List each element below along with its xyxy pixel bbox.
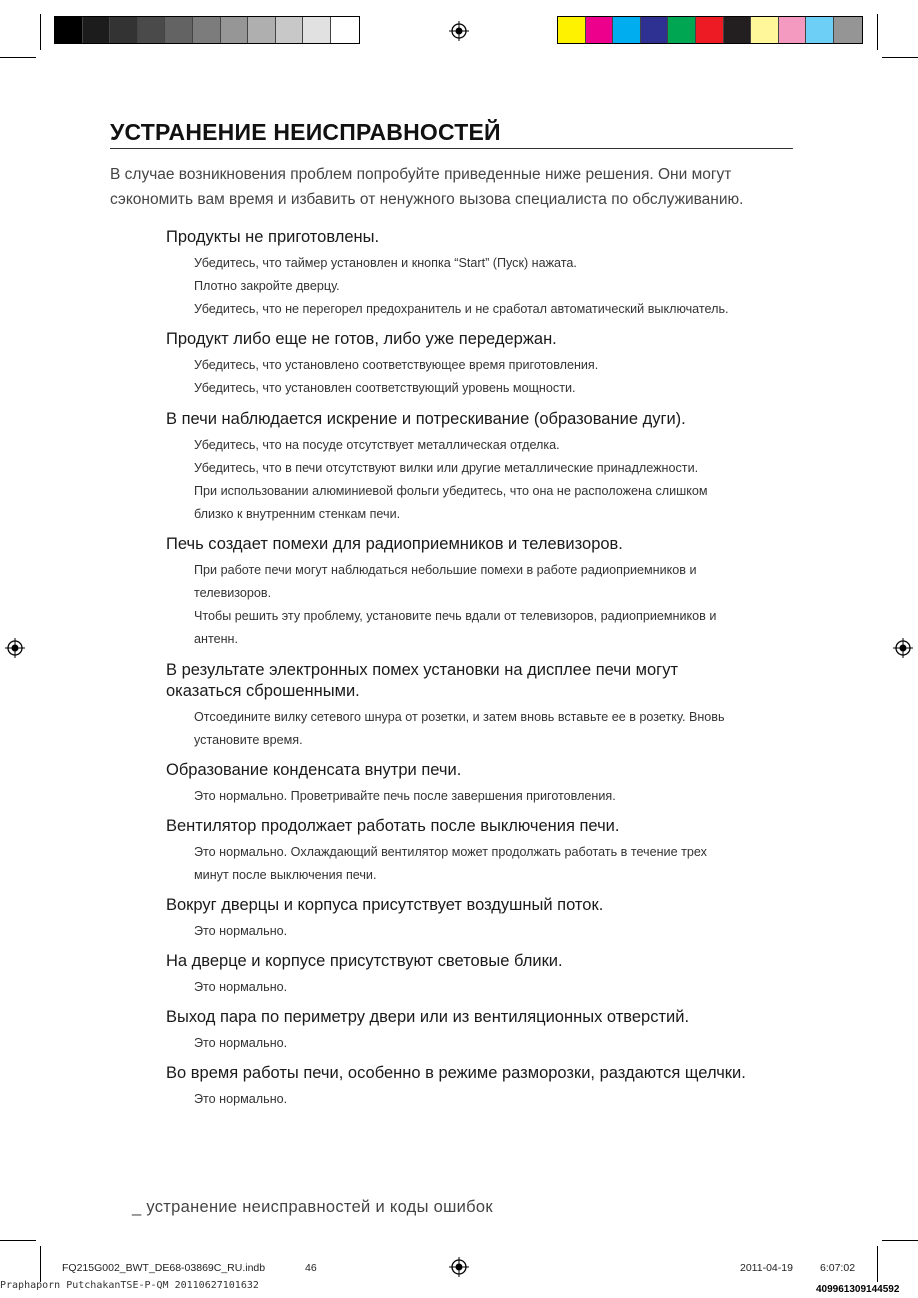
print-time: 6:07:02 xyxy=(820,1262,856,1274)
solution-line: При использовании алюминиевой фольги убедитесь, что она не расположена слишком xyxy=(194,484,708,498)
color-swatch xyxy=(276,17,304,43)
solution-line: Это нормально. xyxy=(194,1092,288,1106)
crop-mark-bottom-right xyxy=(877,1246,878,1282)
problem-heading: оказаться сброшенными. xyxy=(166,682,360,700)
crop-mark-bottom-right-h xyxy=(882,1240,918,1241)
solution-list xyxy=(194,841,806,887)
troubleshooting-item xyxy=(166,660,806,752)
intro-paragraph xyxy=(110,162,800,212)
troubleshooting-item xyxy=(166,816,806,887)
color-swatch xyxy=(558,17,586,43)
problem-heading: Продукты не приготовлены. xyxy=(166,228,380,246)
solution-line: Чтобы решить эту проблему, установите печь вдали от телевизоров, радиоприемников и xyxy=(194,609,717,623)
color-swatch xyxy=(834,17,862,43)
troubleshooting-list xyxy=(166,227,806,1111)
solution-list xyxy=(194,785,806,808)
color-swatch xyxy=(55,17,83,43)
solution-list xyxy=(194,252,806,321)
problem-heading: В печи наблюдается искрение и потрескивание (образование дуги). xyxy=(166,410,686,428)
grayscale-color-bar xyxy=(54,16,360,44)
solution-line: Это нормально. xyxy=(194,924,288,938)
crop-mark-top-left xyxy=(40,14,41,50)
solution-line: минут после выключения печи. xyxy=(194,868,377,882)
troubleshooting-item xyxy=(166,1063,806,1111)
intro-line: В случае возникновения проблем попробуйте приведенные ниже решения. Они могут xyxy=(110,166,732,183)
registration-mark-icon xyxy=(893,638,913,658)
solution-line: Это нормально. xyxy=(194,980,288,994)
solution-line: близко к внутренним стенкам печи. xyxy=(194,507,401,521)
color-swatch xyxy=(751,17,779,43)
troubleshooting-item xyxy=(166,1007,806,1055)
file-name: FQ215G002_BWT_DE68-03869C_RU.indb xyxy=(62,1262,266,1274)
solution-list xyxy=(194,976,806,999)
problem-heading: Вентилятор продолжает работать после выключения печи. xyxy=(166,817,620,835)
solution-line: Убедитесь, что не перегорел предохранитель и не сработал автоматический выключатель. xyxy=(194,302,729,316)
color-swatch xyxy=(613,17,641,43)
registration-mark-icon xyxy=(449,1257,469,1277)
color-swatch xyxy=(248,17,276,43)
troubleshooting-item xyxy=(166,409,806,526)
crop-mark-top-right-h xyxy=(882,57,918,58)
barcode-number: 409961309144592 xyxy=(816,1284,900,1295)
color-swatch xyxy=(221,17,249,43)
page-number: 46 xyxy=(305,1262,317,1274)
crop-mark-bottom-left xyxy=(40,1246,41,1282)
solution-list xyxy=(194,1032,806,1055)
page-title: УСТРАНЕНИЕ НЕИСПРАВНОСТЕЙ xyxy=(110,119,501,145)
print-date: 2011-04-19 xyxy=(740,1262,793,1274)
color-swatch xyxy=(165,17,193,43)
problem-heading: В результате электронных помех установки на дисплее печи могут xyxy=(166,661,679,679)
registration-mark-icon xyxy=(449,21,469,41)
solution-line: Убедитесь, что таймер установлен и кнопка “Start” (Пуск) нажата. xyxy=(194,256,577,270)
problem-heading: На дверце и корпусе присутствуют световые блики. xyxy=(166,952,563,970)
color-swatch xyxy=(331,17,359,43)
color-swatch xyxy=(83,17,111,43)
troubleshooting-item xyxy=(166,951,806,999)
color-swatch xyxy=(193,17,221,43)
process-color-bar xyxy=(557,16,863,44)
solution-list xyxy=(194,434,806,526)
problem-heading: Печь создает помехи для радиоприемников и телевизоров. xyxy=(166,535,623,553)
color-swatch xyxy=(110,17,138,43)
title-divider xyxy=(110,148,793,149)
solution-line: Это нормально. Охлаждающий вентилятор может продолжать работать в течение трех xyxy=(194,845,707,859)
color-swatch xyxy=(303,17,331,43)
solution-line: установите время. xyxy=(194,733,303,747)
solution-list xyxy=(194,354,806,400)
solution-list xyxy=(194,1088,806,1111)
color-swatch xyxy=(138,17,166,43)
trace-line: Praphaporn PutchakanTSE-P-QM 20110627101632 xyxy=(0,1280,259,1291)
solution-line: Отсоедините вилку сетевого шнура от розетки, и затем вновь вставьте ее в розетку. Вновь xyxy=(194,710,725,724)
solution-line: Убедитесь, что установлен соответствующий уровень мощности. xyxy=(194,381,576,395)
solution-line: телевизоров. xyxy=(194,586,272,600)
troubleshooting-item xyxy=(166,329,806,400)
intro-line: сэкономить вам время и избавить от ненужного вызова специалиста по обслуживанию. xyxy=(110,191,744,208)
solution-line: Плотно закройте дверцу. xyxy=(194,279,340,293)
solution-line: антенн. xyxy=(194,632,238,646)
problem-heading: Во время работы печи, особенно в режиме разморозки, раздаются щелчки. xyxy=(166,1064,746,1082)
crop-mark-top-left-h xyxy=(0,57,36,58)
problem-heading: Продукт либо еще не готов, либо уже передержан. xyxy=(166,330,557,348)
solution-line: Это нормально. Проветривайте печь после завершения приготовления. xyxy=(194,789,616,803)
solution-list xyxy=(194,706,806,752)
color-swatch xyxy=(668,17,696,43)
troubleshooting-item xyxy=(166,534,806,651)
solution-line: При работе печи могут наблюдаться небольшие помехи в работе радиоприемников и xyxy=(194,563,697,577)
crop-mark-bottom-left-h xyxy=(0,1240,36,1241)
solution-list xyxy=(194,559,806,651)
solution-line: Это нормально. xyxy=(194,1036,288,1050)
footer-page-title: _ устранение неисправностей и коды ошибок xyxy=(132,1198,493,1216)
troubleshooting-item xyxy=(166,760,806,808)
color-swatch xyxy=(696,17,724,43)
solution-line: Убедитесь, что на посуде отсутствует металлическая отделка. xyxy=(194,438,560,452)
problem-heading: Вокруг дверцы и корпуса присутствует воздушный поток. xyxy=(166,896,604,914)
solution-list xyxy=(194,920,806,943)
registration-mark-icon xyxy=(5,638,25,658)
color-swatch xyxy=(779,17,807,43)
color-swatch xyxy=(641,17,669,43)
crop-mark-top-right xyxy=(877,14,878,50)
color-swatch xyxy=(724,17,752,43)
problem-heading: Выход пара по периметру двери или из вентиляционных отверстий. xyxy=(166,1008,690,1026)
solution-line: Убедитесь, что установлено соответствующее время приготовления. xyxy=(194,358,599,372)
troubleshooting-item xyxy=(166,895,806,943)
color-swatch xyxy=(586,17,614,43)
troubleshooting-item xyxy=(166,227,806,321)
problem-heading: Образование конденсата внутри печи. xyxy=(166,761,462,779)
color-swatch xyxy=(806,17,834,43)
solution-line: Убедитесь, что в печи отсутствуют вилки или другие металлические принадлежности. xyxy=(194,461,699,475)
